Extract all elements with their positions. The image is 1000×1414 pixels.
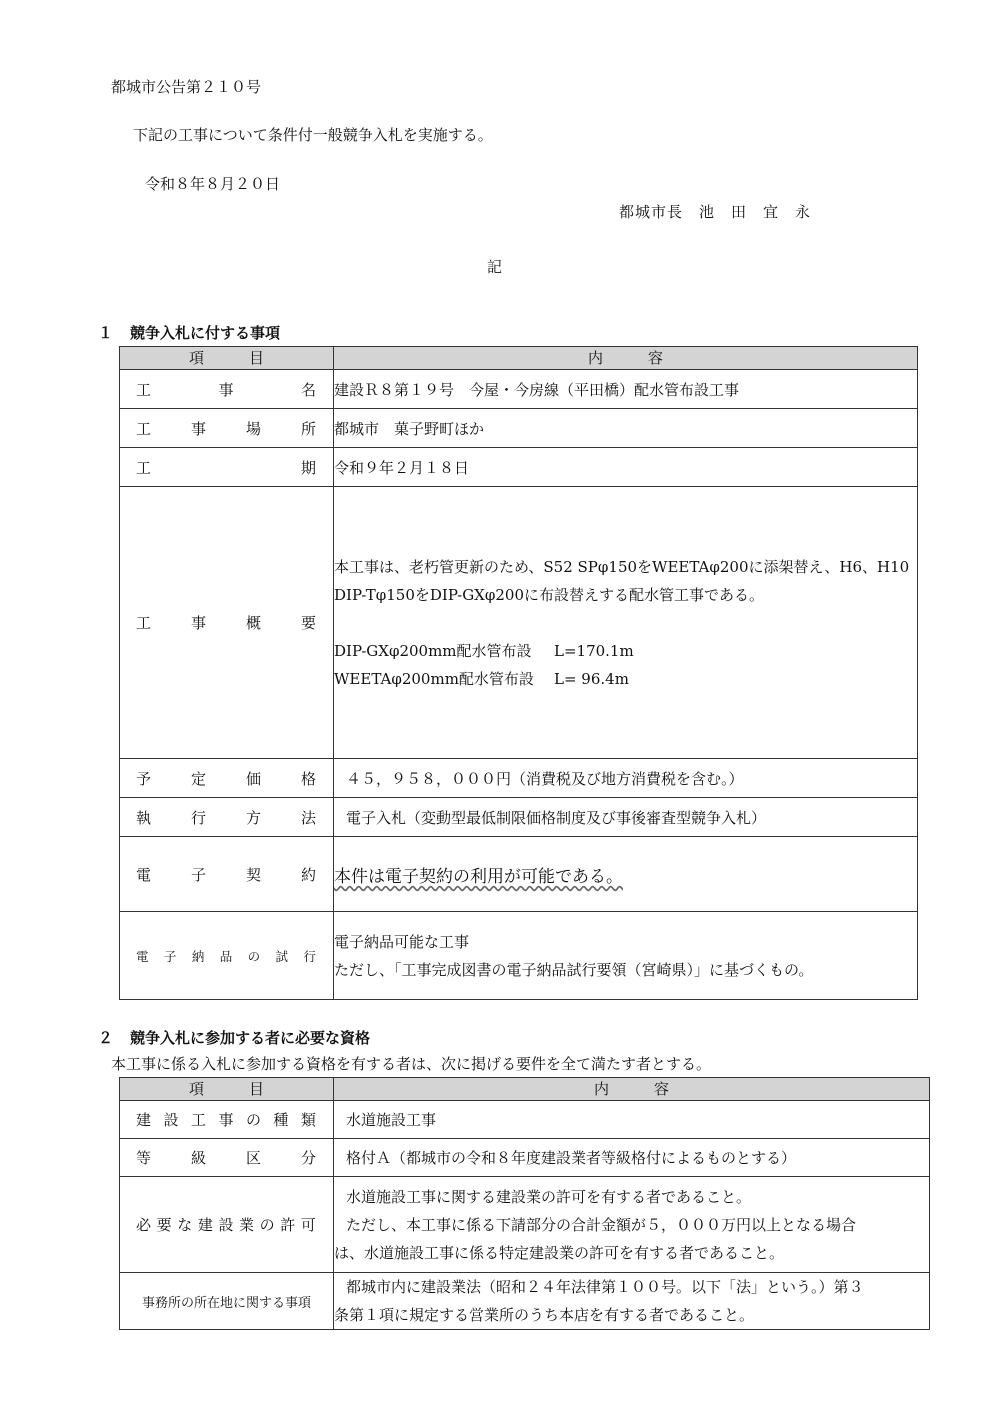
label-license: 必 要 な 建 設 業 の 許 可	[120, 1177, 334, 1273]
summary-item1-length: L=170.1m	[554, 641, 634, 660]
qualification-table	[119, 1077, 930, 1330]
table-header-row	[120, 347, 918, 370]
section2-title: 競争入札に参加する者に必要な資格	[130, 1029, 371, 1047]
value-license	[334, 1177, 930, 1273]
summary-line2: DIP-Tφ150をDIP-GXφ200に布設替えする配水管工事である。	[334, 585, 764, 604]
header-item: 項 目	[120, 347, 334, 370]
header-content: 内 容	[334, 1078, 930, 1101]
value-method: 電子入札（変動型最低制限価格制度及び事後審査型競争入札）	[346, 808, 767, 827]
value-econtract: 本件は電子契約の利用が可能である。	[334, 866, 623, 887]
table-row	[120, 837, 918, 912]
header-content: 内 容	[334, 347, 918, 370]
issuer-name: 都城市長 池 田 宜 永	[619, 203, 812, 221]
summary-item1	[334, 637, 917, 665]
summary-line1: 本工事は、老朽管更新のため、S52 SPφ150をWEETAφ200に添架替え、H6、H10	[334, 557, 910, 576]
section1-title: 競争入札に付する事項	[130, 324, 281, 342]
label-grade: 等 級 区 分	[120, 1139, 334, 1177]
section2-intro: 本工事に係る入札に参加する資格を有する者は、次に掲げる要件を全て満たす者とする。	[111, 1055, 712, 1073]
license-line2: ただし、本工事に係る下請部分の合計金額が５，０００万円以上となる場合	[346, 1215, 857, 1234]
section2-number: ２	[98, 1029, 114, 1047]
label-type: 建 設 工 事 の 種 類	[120, 1101, 334, 1139]
table-row	[120, 409, 918, 448]
ki-mark: 記	[487, 258, 503, 276]
notice-number: 都城市公告第２１０号	[111, 78, 262, 96]
value-type: 水道施設工事	[346, 1111, 437, 1129]
header-item: 項 目	[120, 1078, 334, 1101]
value-koji-place: 都城市 菓子野町ほか	[334, 409, 918, 448]
table-row	[120, 1139, 930, 1177]
value-edelivery	[334, 912, 918, 1000]
value-price: ４５，９５８，０００円（消費税及び地方消費税を含む。）	[346, 769, 744, 788]
label-method: 執 行 方 法	[120, 798, 334, 837]
table-row	[120, 912, 918, 1000]
label-econtract: 電 子 契 約	[120, 837, 334, 912]
value-term: 令和９年２月１８日	[334, 448, 918, 487]
label-office: 事務所の所在地に関する事項	[120, 1273, 334, 1330]
notice-date: 令和８年８月２０日	[145, 175, 281, 193]
table-row	[120, 1101, 930, 1139]
table-row	[120, 798, 918, 837]
label-edelivery: 電 子 納 品 の 試 行	[120, 912, 334, 1000]
table-row	[120, 759, 918, 798]
label-koji-name: 工 事 名	[120, 370, 334, 409]
summary-item1-name: DIP-GXφ200mm配水管布設	[334, 641, 532, 660]
value-office	[334, 1273, 930, 1330]
value-grade: 格付Ａ（都城市の令和８年度建設業者等級格付によるものとする）	[346, 1149, 797, 1167]
notice-intro: 下記の工事について条件付一般競争入札を実施する。	[133, 126, 493, 144]
office-line2: 条第１項に規定する営業所のうち本店を有する者であること。	[334, 1306, 755, 1324]
edelivery-line2: ただし、「工事完成図書の電子納品試行要領（宮崎県）」に基づくもの。	[334, 960, 814, 979]
bidding-items-table	[119, 346, 918, 1000]
section2-heading	[98, 1027, 370, 1048]
value-summary	[334, 487, 918, 759]
section1-number: １	[98, 324, 114, 342]
table-row	[120, 487, 918, 759]
label-term: 工 期	[120, 448, 334, 487]
label-koji-place: 工 事 場 所	[120, 409, 334, 448]
value-koji-name: 建設Ｒ８第１９号 今屋・今房線（平田橋）配水管布設工事	[334, 370, 918, 409]
summary-item2	[334, 665, 917, 693]
table-row	[120, 1273, 930, 1330]
summary-item2-length: L= 96.4m	[554, 669, 629, 688]
table-row	[120, 370, 918, 409]
section1-heading	[98, 322, 280, 343]
table-row	[120, 1177, 930, 1273]
license-line3: は、水道施設工事に係る特定建設業の許可を有する者であること。	[334, 1243, 785, 1262]
office-line1: 都城市内に建設業法（昭和２４年法律第１００号。以下「法」という。）第３	[346, 1278, 864, 1296]
summary-item2-name: WEETAφ200mm配水管布設	[334, 669, 534, 688]
license-line1: 水道施設工事に関する建設業の許可を有する者であること。	[346, 1187, 752, 1206]
table-row	[120, 448, 918, 487]
label-price: 予 定 価 格	[120, 759, 334, 798]
label-summary: 工 事 概 要	[120, 487, 334, 759]
edelivery-line1: 電子納品可能な工事	[334, 932, 470, 951]
table-header-row	[120, 1078, 930, 1101]
